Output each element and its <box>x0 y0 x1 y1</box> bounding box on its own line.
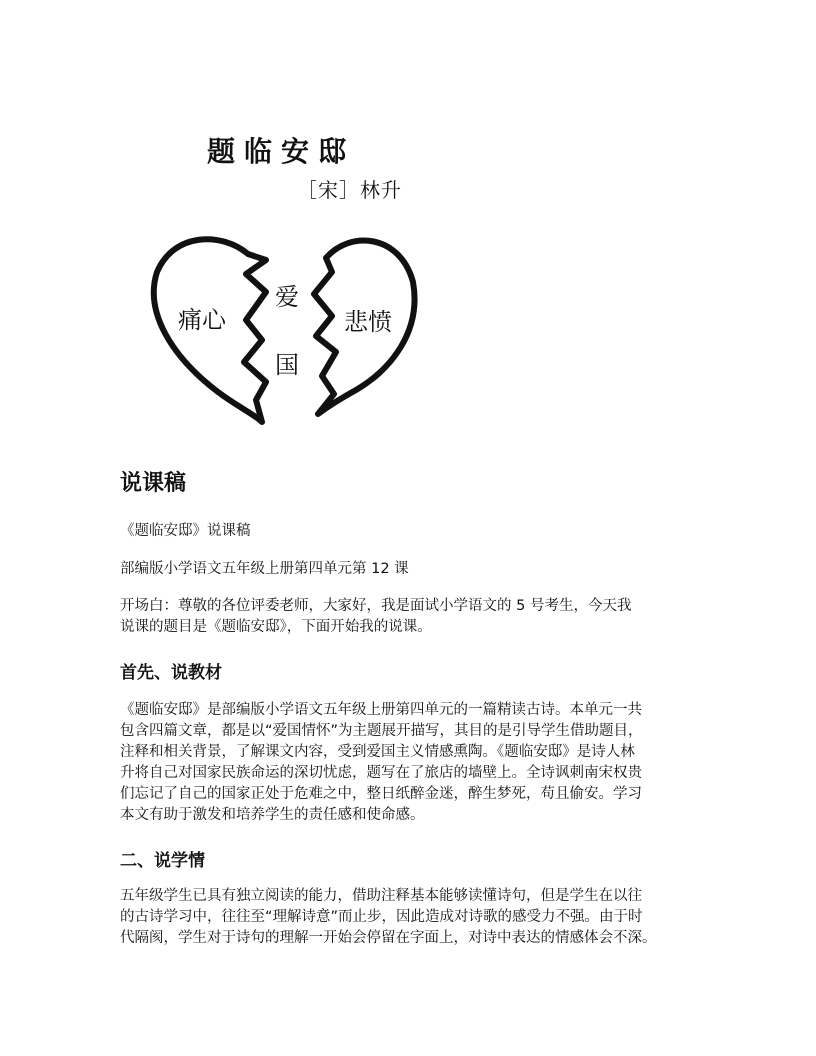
poem-author: ［宋］林升 <box>297 178 402 202</box>
learners-paragraph <box>120 886 712 949</box>
broken-heart-graphic <box>150 232 420 427</box>
paragraph-line: 本文有助于激发和培养学生的责任感和使命感。 <box>120 807 425 823</box>
paragraph-line: 《题临安邸》是部编版小学语文五年级上册第四单元的一篇精读古诗。本单元一共 <box>120 702 642 718</box>
section-title-textbook: 首先、说教材 <box>120 663 222 683</box>
section-title-learners: 二、说学情 <box>120 851 205 871</box>
paragraph-line: 包含四篇文章，都是以“爱国情怀”为主题展开描写，其目的是引导学生借助题目， <box>120 723 643 739</box>
opening-line: 开场白：尊敬的各位评委老师，大家好，我是面试小学语文的 5 号考生，今天我 <box>120 598 632 614</box>
heart-right-label: 悲愤 <box>344 308 392 336</box>
opening-line: 说课的题目是《题临安邸》，下面开始我的说课。 <box>120 619 432 635</box>
paragraph-line: 五年级学生已具有独立阅读的能力，借助注释基本能够读懂诗句，但是学生在以往 <box>120 888 642 904</box>
opening-paragraph <box>120 596 712 638</box>
paragraph-line: 们忘记了自己的国家正处于危难之中，整日纸醉金迷，醉生梦死，苟且偷安。学习 <box>120 786 642 802</box>
paragraph-line: 注释和相关背景，了解课文内容，受到爱国主义情感熏陶。《题临安邸》是诗人林 <box>120 744 635 760</box>
paragraph-line: 升将自己对国家民族命运的深切忧虑，题写在了旅店的墙壁上。全诗讽刺南宋权贵 <box>120 765 642 781</box>
paragraph-line: 的古诗学习中，往往至“理解诗意”而止步，因此造成对诗歌的感受力不强。由于时 <box>120 909 643 925</box>
heart-center-bottom: 国 <box>275 351 299 379</box>
paragraph-line: 代隔阂，学生对于诗句的理解一开始会停留在字面上，对诗中表达的情感体会不深。 <box>120 930 657 946</box>
heart-center-top: 爱 <box>275 283 299 311</box>
textbook-paragraph <box>120 700 712 826</box>
doc-subtitle: 《题临安邸》说课稿 <box>120 523 251 539</box>
poem-title: 题临安邸 <box>207 135 356 168</box>
doc-heading: 说课稿 <box>120 471 187 496</box>
heart-left-label: 痛心 <box>178 306 226 334</box>
course-info: 部编版小学语文五年级上册第四单元第 12 课 <box>120 561 409 577</box>
